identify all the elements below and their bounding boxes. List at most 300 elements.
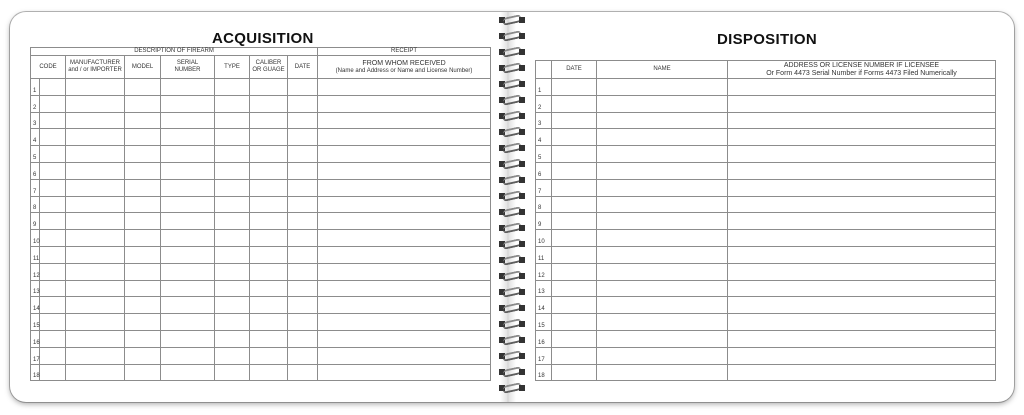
entry-cell[interactable]	[40, 213, 66, 230]
entry-cell[interactable]	[552, 246, 597, 263]
table-row	[31, 364, 491, 381]
entry-cell[interactable]	[40, 263, 66, 280]
entry-cell[interactable]	[66, 112, 125, 129]
binding-coil	[497, 206, 527, 218]
table-row	[31, 280, 491, 297]
entry-cell[interactable]	[161, 213, 215, 230]
entry-cell[interactable]	[161, 347, 215, 364]
entry-cell[interactable]	[161, 112, 215, 129]
manufacturer-header-line2: and / or IMPORTER	[68, 67, 122, 73]
entry-cell[interactable]	[215, 79, 250, 96]
binding-coil	[497, 14, 527, 26]
entry-cell[interactable]	[40, 347, 66, 364]
entry-cell[interactable]	[125, 314, 161, 331]
entry-cell[interactable]	[250, 196, 288, 213]
entry-cell[interactable]	[597, 347, 728, 364]
entry-cell[interactable]	[215, 364, 250, 381]
table-row	[31, 179, 491, 196]
entry-cell[interactable]	[250, 246, 288, 263]
entry-cell[interactable]	[318, 280, 491, 297]
entry-cell[interactable]	[597, 162, 728, 179]
entry-cell[interactable]	[288, 246, 318, 263]
entry-cell[interactable]	[66, 179, 125, 196]
entry-cell[interactable]	[161, 280, 215, 297]
table-row	[31, 213, 491, 230]
address-header-line1: ADDRESS OR LICENSE NUMBER IF LICENSEE	[783, 61, 940, 69]
table-row	[536, 196, 996, 213]
row-number: 14	[536, 297, 552, 314]
entry-cell[interactable]	[125, 213, 161, 230]
table-row	[536, 213, 996, 230]
entry-cell[interactable]	[161, 330, 215, 347]
entry-cell[interactable]	[318, 179, 491, 196]
entry-cell[interactable]	[288, 263, 318, 280]
entry-cell[interactable]	[215, 246, 250, 263]
table-row	[31, 196, 491, 213]
entry-cell[interactable]	[215, 297, 250, 314]
entry-cell[interactable]	[318, 162, 491, 179]
entry-cell[interactable]	[728, 314, 996, 331]
entry-cell[interactable]	[40, 112, 66, 129]
entry-cell[interactable]	[552, 364, 597, 381]
row-number: 18	[536, 364, 552, 381]
manufacturer-header	[66, 56, 125, 79]
entry-cell[interactable]	[597, 179, 728, 196]
entry-cell[interactable]	[66, 330, 125, 347]
code-header: CODE	[31, 56, 66, 79]
entry-cell[interactable]	[125, 95, 161, 112]
entry-cell[interactable]	[597, 280, 728, 297]
entry-cell[interactable]	[250, 146, 288, 163]
row-number: 11	[536, 246, 552, 263]
entry-cell[interactable]	[125, 79, 161, 96]
table-row	[31, 146, 491, 163]
entry-cell[interactable]	[552, 129, 597, 146]
entry-cell[interactable]	[250, 263, 288, 280]
entry-cell[interactable]	[288, 314, 318, 331]
entry-cell[interactable]	[318, 112, 491, 129]
entry-cell[interactable]	[40, 179, 66, 196]
binding-coil	[497, 318, 527, 330]
date-header: DATE	[288, 56, 318, 79]
entry-cell[interactable]	[66, 79, 125, 96]
address-header-line2: Or Form 4473 Serial Number if Forms 4473 Filed Numerically	[766, 69, 957, 77]
entry-cell[interactable]	[318, 246, 491, 263]
table-row	[536, 246, 996, 263]
entry-cell[interactable]	[597, 112, 728, 129]
row-number: 3	[31, 112, 40, 129]
entry-cell[interactable]	[125, 162, 161, 179]
binding-coil	[497, 78, 527, 90]
entry-cell[interactable]	[161, 196, 215, 213]
entry-cell[interactable]	[318, 330, 491, 347]
binding-coil	[497, 62, 527, 74]
entry-cell[interactable]	[552, 230, 597, 247]
table-row	[536, 347, 996, 364]
entry-cell[interactable]	[288, 162, 318, 179]
entry-cell[interactable]	[552, 95, 597, 112]
entry-cell[interactable]	[66, 213, 125, 230]
entry-cell[interactable]	[40, 364, 66, 381]
table-row	[536, 314, 996, 331]
entry-cell[interactable]	[125, 129, 161, 146]
entry-cell[interactable]	[40, 196, 66, 213]
entry-cell[interactable]	[250, 297, 288, 314]
entry-cell[interactable]	[215, 196, 250, 213]
row-number: 16	[31, 330, 40, 347]
entry-cell[interactable]	[728, 246, 996, 263]
entry-cell[interactable]	[215, 112, 250, 129]
binding-coil	[497, 142, 527, 154]
entry-cell[interactable]	[161, 314, 215, 331]
entry-cell[interactable]	[288, 230, 318, 247]
entry-cell[interactable]	[40, 162, 66, 179]
entry-cell[interactable]	[288, 112, 318, 129]
entry-cell[interactable]	[597, 230, 728, 247]
entry-cell[interactable]	[597, 196, 728, 213]
entry-cell[interactable]	[66, 95, 125, 112]
table-row	[536, 112, 996, 129]
entry-cell[interactable]	[597, 314, 728, 331]
entry-cell[interactable]	[288, 280, 318, 297]
row-number: 3	[536, 112, 552, 129]
entry-cell[interactable]	[552, 314, 597, 331]
entry-cell[interactable]	[728, 129, 996, 146]
entry-cell[interactable]	[288, 347, 318, 364]
entry-cell[interactable]	[250, 347, 288, 364]
entry-cell[interactable]	[597, 79, 728, 96]
entry-cell[interactable]	[552, 146, 597, 163]
entry-cell[interactable]	[728, 347, 996, 364]
entry-cell[interactable]	[161, 162, 215, 179]
entry-cell[interactable]	[250, 330, 288, 347]
entry-cell[interactable]	[125, 280, 161, 297]
entry-cell[interactable]	[161, 263, 215, 280]
entry-cell[interactable]	[250, 162, 288, 179]
entry-cell[interactable]	[40, 95, 66, 112]
entry-cell[interactable]	[728, 112, 996, 129]
entry-cell[interactable]	[728, 213, 996, 230]
entry-cell[interactable]	[597, 364, 728, 381]
entry-cell[interactable]	[250, 95, 288, 112]
row-number: 15	[31, 314, 40, 331]
entry-cell[interactable]	[597, 146, 728, 163]
entry-cell[interactable]	[728, 79, 996, 96]
binding-coil	[497, 366, 527, 378]
binding-coil	[497, 350, 527, 362]
row-number: 12	[31, 263, 40, 280]
entry-cell[interactable]	[125, 146, 161, 163]
row-number: 10	[536, 230, 552, 247]
entry-cell[interactable]	[288, 213, 318, 230]
row-number: 2	[536, 95, 552, 112]
entry-cell[interactable]	[728, 179, 996, 196]
entry-cell[interactable]	[161, 246, 215, 263]
entry-cell[interactable]	[597, 246, 728, 263]
entry-cell[interactable]	[250, 314, 288, 331]
entry-cell[interactable]	[161, 129, 215, 146]
entry-cell[interactable]	[597, 213, 728, 230]
entry-cell[interactable]	[125, 330, 161, 347]
row-number: 18	[31, 364, 40, 381]
entry-cell[interactable]	[161, 146, 215, 163]
entry-cell[interactable]	[250, 230, 288, 247]
binding-coil	[497, 46, 527, 58]
entry-cell[interactable]	[250, 79, 288, 96]
entry-cell[interactable]	[288, 95, 318, 112]
entry-cell[interactable]	[552, 196, 597, 213]
entry-cell[interactable]	[125, 263, 161, 280]
entry-cell[interactable]	[66, 162, 125, 179]
entry-cell[interactable]	[318, 364, 491, 381]
entry-cell[interactable]	[318, 146, 491, 163]
entry-cell[interactable]	[161, 364, 215, 381]
table-row	[536, 280, 996, 297]
entry-cell[interactable]	[40, 330, 66, 347]
entry-cell[interactable]	[552, 112, 597, 129]
entry-cell[interactable]	[215, 179, 250, 196]
entry-cell[interactable]	[40, 146, 66, 163]
entry-cell[interactable]	[161, 297, 215, 314]
entry-cell[interactable]	[66, 347, 125, 364]
entry-cell[interactable]	[215, 347, 250, 364]
row-number: 13	[31, 280, 40, 297]
binding-coil	[497, 174, 527, 186]
entry-cell[interactable]	[40, 280, 66, 297]
table-row	[536, 330, 996, 347]
entry-cell[interactable]	[66, 364, 125, 381]
entry-cell[interactable]	[552, 179, 597, 196]
entry-cell[interactable]	[318, 263, 491, 280]
table-row	[31, 314, 491, 331]
binding-coil	[497, 382, 527, 394]
entry-cell[interactable]	[728, 196, 996, 213]
entry-cell[interactable]	[288, 364, 318, 381]
spiral-binding	[497, 14, 527, 399]
entry-cell[interactable]	[288, 179, 318, 196]
entry-cell[interactable]	[66, 129, 125, 146]
entry-cell[interactable]	[728, 162, 996, 179]
type-header: TYPE	[215, 56, 250, 79]
row-number: 12	[536, 263, 552, 280]
entry-cell[interactable]	[125, 196, 161, 213]
entry-cell[interactable]	[318, 129, 491, 146]
entry-cell[interactable]	[215, 95, 250, 112]
entry-cell[interactable]	[215, 146, 250, 163]
entry-cell[interactable]	[597, 263, 728, 280]
entry-cell[interactable]	[40, 79, 66, 96]
entry-cell[interactable]	[66, 146, 125, 163]
entry-cell[interactable]	[250, 280, 288, 297]
entry-cell[interactable]	[318, 314, 491, 331]
caliber-header-line1: CALIBER	[255, 60, 282, 66]
row-number: 8	[536, 196, 552, 213]
entry-cell[interactable]	[40, 230, 66, 247]
entry-cell[interactable]	[597, 330, 728, 347]
row-number: 17	[31, 347, 40, 364]
table-row	[536, 162, 996, 179]
from-header-line2: (Name and Address or Name and License Number)	[335, 67, 473, 74]
entry-cell[interactable]	[215, 280, 250, 297]
binding-coil	[497, 158, 527, 170]
table-row	[31, 79, 491, 96]
entry-cell[interactable]	[552, 162, 597, 179]
entry-cell[interactable]	[728, 263, 996, 280]
binding-coil	[497, 222, 527, 234]
row-number: 4	[31, 129, 40, 146]
entry-cell[interactable]	[552, 79, 597, 96]
caliber-header-line2: OR GUAGE	[252, 67, 285, 73]
entry-cell[interactable]	[597, 95, 728, 112]
entry-cell[interactable]	[66, 196, 125, 213]
entry-cell[interactable]	[318, 347, 491, 364]
row-number: 7	[536, 179, 552, 196]
acquisition-table	[30, 47, 491, 381]
table-row	[31, 246, 491, 263]
binding-coil	[497, 334, 527, 346]
entry-cell[interactable]	[318, 297, 491, 314]
entry-cell[interactable]	[250, 179, 288, 196]
entry-cell[interactable]	[250, 213, 288, 230]
entry-cell[interactable]	[125, 364, 161, 381]
entry-cell[interactable]	[40, 246, 66, 263]
entry-cell[interactable]	[40, 314, 66, 331]
table-row	[31, 347, 491, 364]
entry-cell[interactable]	[161, 79, 215, 96]
binding-coil	[497, 238, 527, 250]
disposition-date-header: DATE	[552, 61, 597, 79]
entry-cell[interactable]	[288, 129, 318, 146]
row-number: 8	[31, 196, 40, 213]
entry-cell[interactable]	[215, 213, 250, 230]
row-number-header	[536, 61, 552, 79]
entry-cell[interactable]	[288, 79, 318, 96]
entry-cell[interactable]	[215, 230, 250, 247]
from-whom-received-header	[318, 56, 491, 79]
binding-coil	[497, 110, 527, 122]
entry-cell[interactable]	[161, 95, 215, 112]
binding-coil	[497, 190, 527, 202]
entry-cell[interactable]	[597, 297, 728, 314]
entry-cell[interactable]	[728, 146, 996, 163]
entry-cell[interactable]	[215, 162, 250, 179]
table-row	[31, 162, 491, 179]
entry-cell[interactable]	[728, 95, 996, 112]
table-row	[31, 112, 491, 129]
model-header: MODEL	[125, 56, 161, 79]
entry-cell[interactable]	[288, 196, 318, 213]
entry-cell[interactable]	[552, 280, 597, 297]
entry-cell[interactable]	[66, 263, 125, 280]
entry-cell[interactable]	[161, 179, 215, 196]
entry-cell[interactable]	[125, 347, 161, 364]
entry-cell[interactable]	[552, 263, 597, 280]
entry-cell[interactable]	[318, 230, 491, 247]
entry-cell[interactable]	[250, 112, 288, 129]
entry-cell[interactable]	[552, 297, 597, 314]
table-row	[31, 129, 491, 146]
binding-coil	[497, 302, 527, 314]
entry-cell[interactable]	[728, 330, 996, 347]
entry-cell[interactable]	[125, 179, 161, 196]
entry-cell[interactable]	[66, 246, 125, 263]
disposition-title: DISPOSITION	[717, 31, 817, 48]
row-number: 17	[536, 347, 552, 364]
entry-cell[interactable]	[728, 364, 996, 381]
entry-cell[interactable]	[125, 230, 161, 247]
entry-cell[interactable]	[215, 129, 250, 146]
entry-cell[interactable]	[728, 280, 996, 297]
serial-header-line1: SERIAL	[176, 60, 199, 66]
table-row	[536, 95, 996, 112]
entry-cell[interactable]	[318, 79, 491, 96]
entry-cell[interactable]	[288, 297, 318, 314]
row-number: 6	[536, 162, 552, 179]
entry-cell[interactable]	[552, 347, 597, 364]
manufacturer-header-line1: MANUFACTURER	[69, 60, 120, 66]
entry-cell[interactable]	[125, 246, 161, 263]
entry-cell[interactable]	[250, 129, 288, 146]
entry-cell[interactable]	[125, 112, 161, 129]
name-header: NAME	[597, 61, 728, 79]
entry-cell[interactable]	[40, 129, 66, 146]
row-number: 15	[536, 314, 552, 331]
entry-cell[interactable]	[318, 95, 491, 112]
serial-number-header	[161, 56, 215, 79]
entry-cell[interactable]	[215, 330, 250, 347]
entry-cell[interactable]	[288, 330, 318, 347]
table-row	[31, 230, 491, 247]
entry-cell[interactable]	[288, 146, 318, 163]
entry-cell[interactable]	[728, 297, 996, 314]
row-number: 13	[536, 280, 552, 297]
entry-cell[interactable]	[250, 364, 288, 381]
row-number: 4	[536, 129, 552, 146]
receipt-header: RECEIPT	[318, 48, 491, 56]
entry-cell[interactable]	[552, 213, 597, 230]
entry-cell[interactable]	[161, 230, 215, 247]
entry-cell[interactable]	[215, 314, 250, 331]
row-number: 5	[31, 146, 40, 163]
entry-cell[interactable]	[66, 280, 125, 297]
acquisition-title: ACQUISITION	[212, 30, 314, 47]
binding-coil	[497, 94, 527, 106]
entry-cell[interactable]	[318, 196, 491, 213]
row-number: 9	[31, 213, 40, 230]
entry-cell[interactable]	[66, 314, 125, 331]
caliber-header	[250, 56, 288, 79]
entry-cell[interactable]	[728, 230, 996, 247]
row-number: 1	[31, 79, 40, 96]
row-number: 6	[31, 162, 40, 179]
entry-cell[interactable]	[215, 263, 250, 280]
entry-cell[interactable]	[66, 230, 125, 247]
entry-cell[interactable]	[125, 297, 161, 314]
table-row	[536, 263, 996, 280]
description-of-firearm-header: DESCRIPTION OF FIREARM	[31, 48, 318, 56]
entry-cell[interactable]	[66, 297, 125, 314]
from-header-line1: FROM WHOM RECEIVED	[362, 59, 446, 67]
table-row	[31, 297, 491, 314]
entry-cell[interactable]	[597, 129, 728, 146]
entry-cell[interactable]	[318, 213, 491, 230]
table-row	[536, 129, 996, 146]
entry-cell[interactable]	[552, 330, 597, 347]
binding-coil	[497, 126, 527, 138]
entry-cell[interactable]	[40, 297, 66, 314]
table-row	[31, 95, 491, 112]
address-header	[728, 61, 996, 79]
